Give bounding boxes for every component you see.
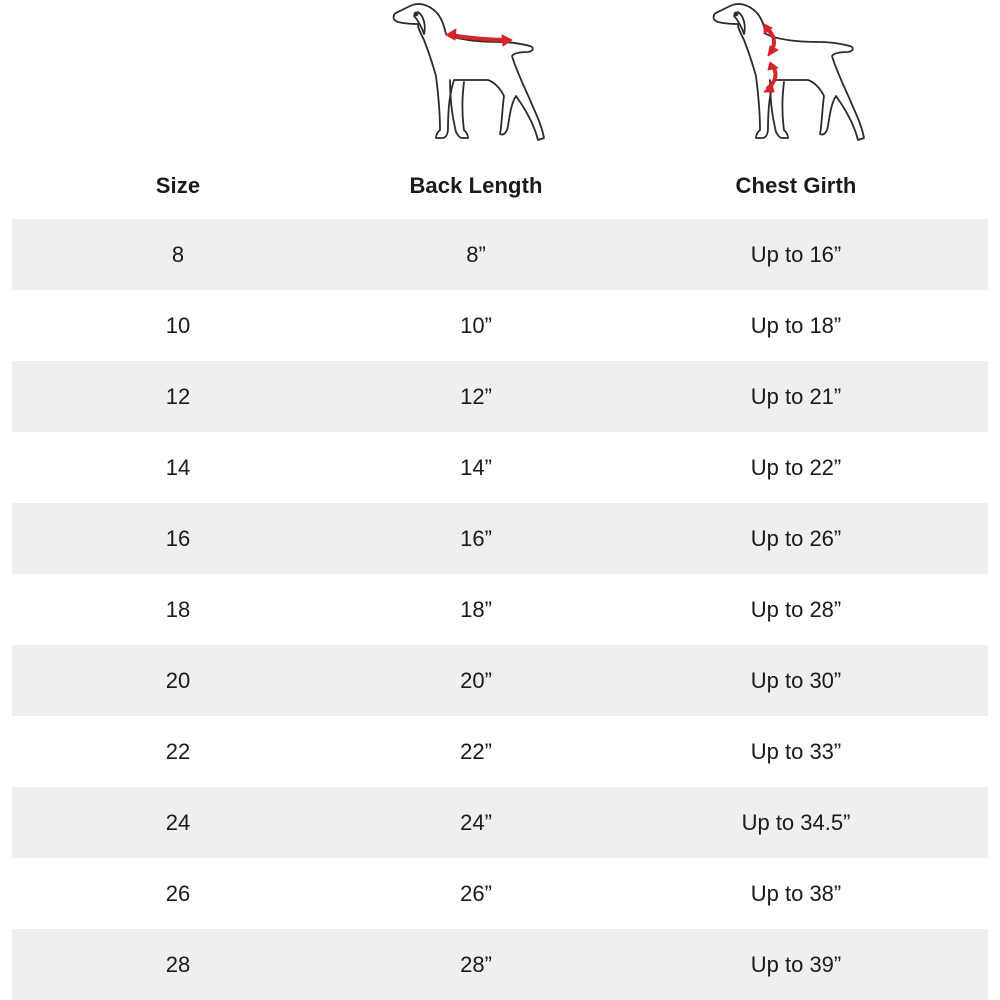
chest-girth-cell: Up to 38”: [750, 880, 842, 906]
size-cell: 12: [165, 383, 191, 409]
back-length-cell: 8”: [466, 241, 486, 267]
table-row: [12, 574, 988, 645]
size-cell: 10: [165, 312, 191, 338]
chest-girth-cell: Up to 28”: [750, 596, 842, 622]
chest-girth-cell: Up to 22”: [750, 454, 842, 480]
table-row: [12, 361, 988, 432]
size-cell: 26: [165, 880, 191, 906]
chest-girth-cell: Up to 16”: [750, 241, 842, 267]
dog-back-length-icon: [388, 0, 548, 150]
table-header: [12, 162, 988, 210]
size-cell: 20: [165, 667, 191, 693]
size-cell: 24: [165, 809, 191, 835]
chest-girth-cell: Up to 30”: [750, 667, 842, 693]
measure-arrow: [446, 29, 512, 46]
size-cell: 28: [165, 951, 191, 977]
back-length-cell: 12”: [460, 383, 492, 409]
size-cell: 22: [165, 738, 191, 764]
table-row: [12, 432, 988, 503]
back-length-cell: 18”: [460, 596, 492, 622]
dog-outline: [714, 4, 865, 140]
chest-girth-cell: Up to 33”: [750, 738, 842, 764]
size-cell: 8: [171, 241, 185, 267]
chest-girth-cell: Up to 39”: [750, 951, 842, 977]
size-chart-table: [12, 219, 988, 1000]
table-row: [12, 290, 988, 361]
chest-girth-cell: Up to 18”: [750, 312, 842, 338]
back-length-cell: 24”: [460, 809, 492, 835]
back-length-cell: 16”: [460, 525, 492, 551]
back-length-cell: 10”: [460, 312, 492, 338]
chest-girth-cell: Up to 34.5”: [741, 809, 851, 835]
back-length-cell: 26”: [460, 880, 492, 906]
header-chest-girth: Chest Girth: [735, 173, 857, 198]
back-length-cell: 14”: [460, 454, 492, 480]
dog-chest-girth-icon: [708, 0, 868, 150]
table-row: [12, 929, 988, 1000]
chest-girth-cell: Up to 26”: [750, 525, 842, 551]
back-length-cell: 22”: [460, 738, 492, 764]
table-row: [12, 716, 988, 787]
table-row: [12, 645, 988, 716]
size-cell: 14: [165, 454, 191, 480]
back-length-cell: 20”: [460, 667, 492, 693]
size-cell: 18: [165, 596, 191, 622]
dog-outline: [394, 4, 545, 140]
table-row: [12, 858, 988, 929]
table-row: [12, 219, 988, 290]
back-length-cell: 28”: [460, 951, 492, 977]
chest-girth-cell: Up to 21”: [750, 383, 842, 409]
header-back-length: Back Length: [409, 173, 543, 198]
table-row: [12, 787, 988, 858]
table-row: [12, 503, 988, 574]
header-size: Size: [155, 173, 201, 198]
size-cell: 16: [165, 525, 191, 551]
